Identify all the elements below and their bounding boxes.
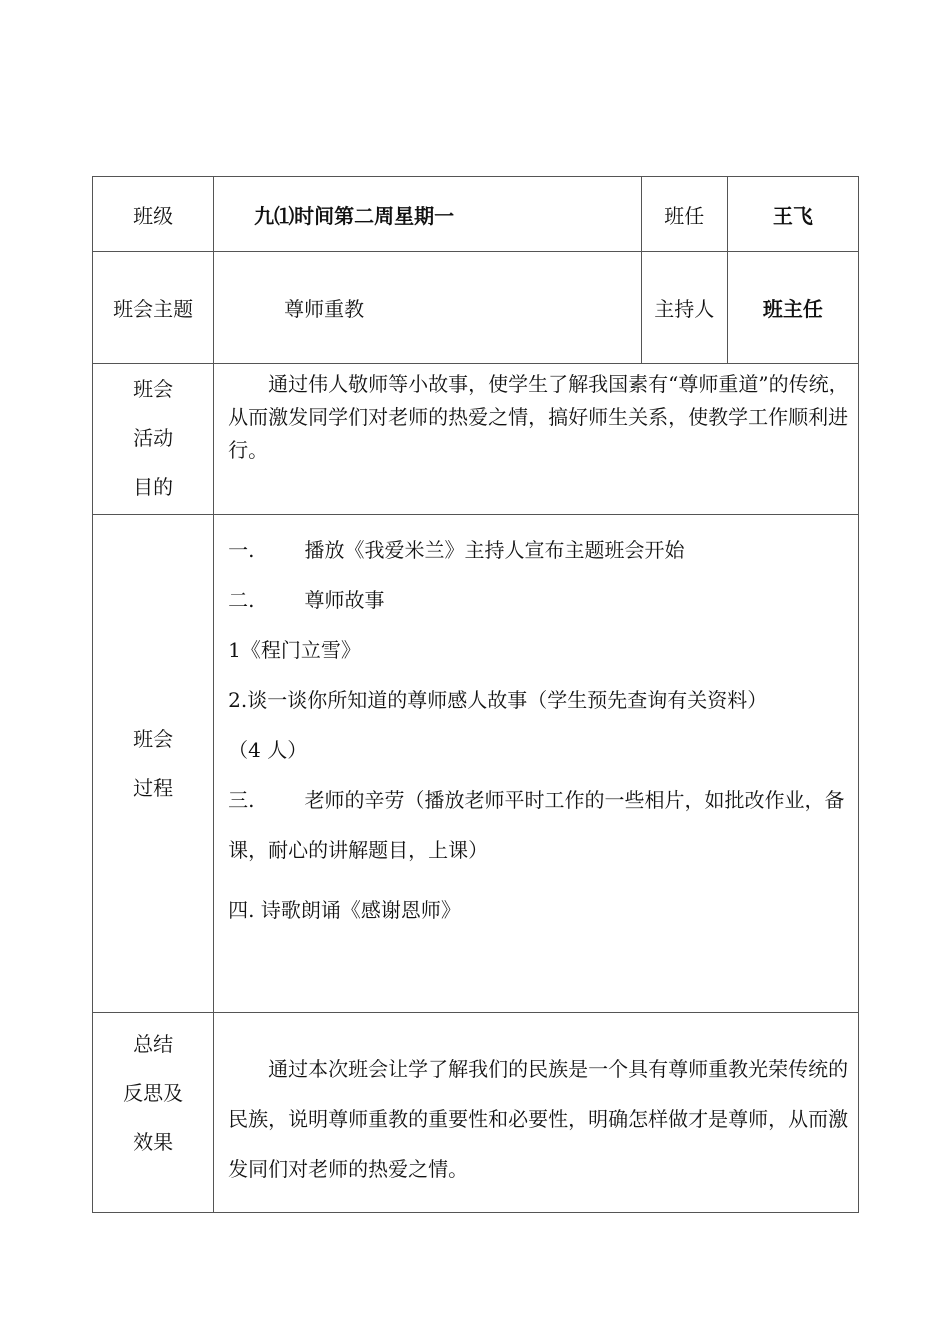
- step-text: 播放《我爱米兰》主持人宣布主题班会开始: [304, 538, 685, 562]
- purpose-label-line: 目的: [133, 475, 174, 499]
- purpose-label: [93, 364, 214, 515]
- step-number: 一.: [228, 538, 255, 562]
- purpose-label-line: 活动: [133, 426, 174, 450]
- summary-row: [93, 1013, 859, 1213]
- host-value: 班主任: [727, 252, 858, 364]
- theme-label: 班会主题: [93, 252, 214, 364]
- process-step-2: [228, 585, 848, 615]
- summary-label-line: 总结: [133, 1032, 174, 1056]
- teacher-label: 班任: [641, 177, 727, 252]
- class-label: 班级: [93, 177, 214, 252]
- step-number: 三.: [228, 788, 255, 812]
- step-text: 老师的辛劳（播放老师平时工作的一些相片，如批改作业，备课，耐心的讲解题目，上课）: [228, 788, 845, 862]
- summary-label-line: 反思及: [123, 1081, 184, 1105]
- process-label: [93, 515, 214, 1013]
- purpose-label-line: 班会: [133, 377, 174, 401]
- class-row: [93, 177, 859, 252]
- process-label-line: 班会: [133, 726, 174, 751]
- class-meeting-form: [92, 176, 859, 1213]
- process-step-4: 四. 诗歌朗诵《感谢恩师》: [228, 898, 461, 922]
- class-value: 九⑴时间第二周星期一: [214, 177, 642, 252]
- purpose-text: 通过伟人敬师等小故事，使学生了解我国素有“尊师重道”的传统，从而激发同学们对老师的热爱之情，搞好师生关系，使教学工作顺利进行。: [228, 372, 849, 462]
- summary-label-line: 效果: [133, 1130, 174, 1154]
- theme-row: [93, 252, 859, 364]
- purpose-cell: [214, 364, 859, 515]
- process-cell: [214, 515, 859, 1013]
- process-step-2-2-note: （4 人）: [228, 738, 308, 762]
- step-text: 尊师故事: [304, 588, 385, 612]
- process-step-2-2: 2.谈一谈你所知道的尊师感人故事（学生预先查询有关资料）: [228, 688, 768, 712]
- teacher-value: 王飞: [727, 177, 858, 252]
- summary-label: [93, 1013, 214, 1213]
- process-label-line: 过程: [133, 775, 174, 800]
- process-row: [93, 515, 859, 1013]
- process-step-2-1: 1《程门立雪》: [228, 638, 361, 662]
- purpose-row: [93, 364, 859, 515]
- process-step-3: [228, 775, 848, 875]
- process-step-1: [228, 535, 848, 565]
- summary-text: 通过本次班会让学了解我们的民族是一个具有尊师重教光荣传统的民族，说明尊师重教的重要性和必要性，明确怎样做才是尊师，从而激发同们对老师的热爱之情。: [228, 1057, 849, 1181]
- theme-value: 尊师重教: [214, 252, 642, 364]
- host-label: 主持人: [641, 252, 727, 364]
- step-number: 二.: [228, 588, 255, 612]
- summary-cell: [214, 1013, 859, 1213]
